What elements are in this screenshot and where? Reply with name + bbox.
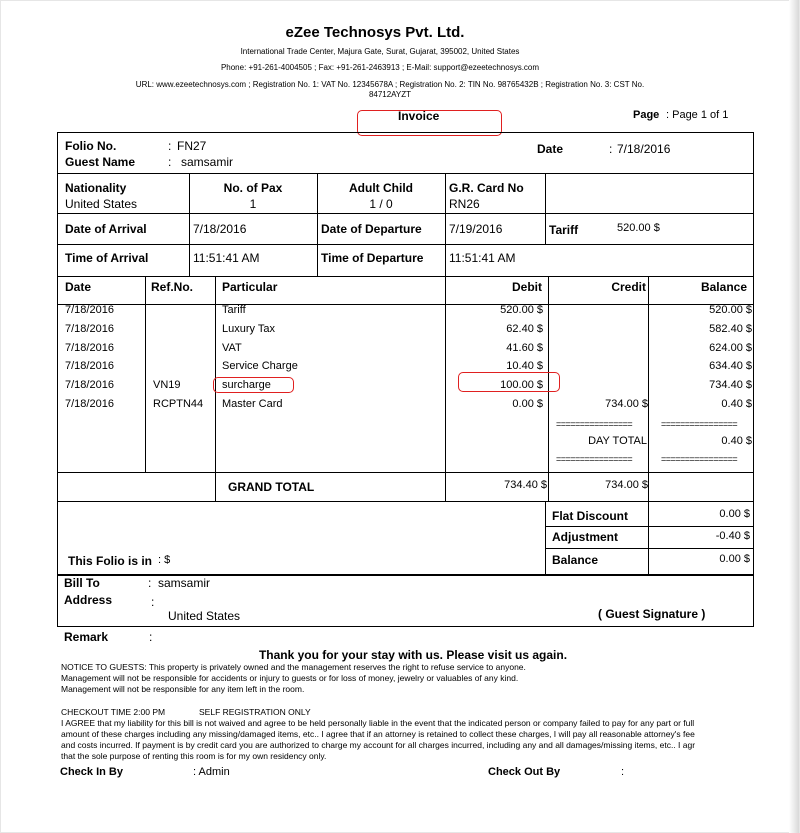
row-1-balance: 520.00 $ xyxy=(709,304,752,316)
row-3-balance: 624.00 $ xyxy=(709,342,752,354)
highlight-surcharge xyxy=(213,377,294,393)
gr-card-value: RN26 xyxy=(449,197,480,211)
col-header-balance: Balance xyxy=(700,280,747,294)
checkout-time: CHECKOUT TIME 2:00 PM xyxy=(61,707,166,717)
row-5-particular: surcharge xyxy=(222,379,271,391)
row-3-particular: VAT xyxy=(222,342,242,354)
row-4-balance: 634.40 $ xyxy=(709,360,752,372)
notice-line-1: NOTICE TO GUESTS: This property is privately owned and the management reserves the right to refuse service to anyone. xyxy=(61,662,526,672)
row-4-particular: Service Charge xyxy=(222,360,298,372)
check-in-label: Check In By xyxy=(60,766,123,778)
row-6-credit: 734.00 $ xyxy=(605,398,648,410)
row-4-date: 7/18/2016 xyxy=(65,360,114,372)
row-6-particular: Master Card xyxy=(222,398,283,410)
nationality-value: United States xyxy=(65,197,138,211)
col-header-particular: Particular xyxy=(222,280,278,294)
row-6-balance: 0.40 $ xyxy=(721,398,752,410)
address-colon: : xyxy=(151,595,155,609)
bill-to-label: Bill To xyxy=(64,576,100,590)
company-contact: Phone: +91-261-4004505 ; Fax: +91-261-2463913 ; E-Mail: support@ezeetechnosys.com xyxy=(220,63,540,72)
agreement-line-1: I AGREE that my liability for this bill is not waived and agree to be held personally liable in the event that the indicated person or company failed to pay for any part or full xyxy=(61,718,695,728)
grand-total-credit: 734.00 $ xyxy=(605,479,648,491)
separator-credit-1: ================ xyxy=(556,419,633,429)
balance-value: 0.00 $ xyxy=(719,553,750,565)
row-1-date: 7/18/2016 xyxy=(65,304,114,316)
col-header-credit: Credit xyxy=(611,280,646,294)
row-1-particular: Tariff xyxy=(222,304,246,316)
separator-balance-1: ================ xyxy=(661,419,738,429)
folio-currency-value: : $ xyxy=(158,554,171,566)
gr-card-label: G.R. Card No xyxy=(449,181,524,195)
folio-currency-label: This Folio is in xyxy=(68,554,152,568)
col-header-ref: Ref.No. xyxy=(151,280,193,294)
day-total-label: DAY TOTAL xyxy=(588,435,647,447)
arrival-time-label: Time of Arrival xyxy=(65,251,149,265)
nationality-label: Nationality xyxy=(65,181,127,195)
row-4-debit: 10.40 $ xyxy=(506,360,543,372)
row-2-date: 7/18/2016 xyxy=(65,323,114,335)
agreement-line-4: that the sole purpose of renting this room is for my own residency only. xyxy=(61,751,327,761)
flat-discount-value: 0.00 $ xyxy=(719,508,750,520)
row-2-debit: 62.40 $ xyxy=(506,323,543,335)
adult-child-label: Adult Child xyxy=(349,181,413,195)
arrival-time-value: 11:51:41 AM xyxy=(193,251,260,265)
adult-child-value: 1 / 0 xyxy=(369,197,393,211)
separator-balance-2: ================ xyxy=(661,454,738,464)
date-value: 7/18/2016 xyxy=(617,142,671,156)
departure-date-value: 7/19/2016 xyxy=(449,222,503,236)
invoice-title: Invoice xyxy=(398,109,440,123)
guest-signature: ( Guest Signature ) xyxy=(598,607,706,621)
row-2-balance: 582.40 $ xyxy=(709,323,752,335)
page-label: Page xyxy=(633,109,660,121)
pax-label: No. of Pax xyxy=(223,181,283,195)
row-2-particular: Luxury Tax xyxy=(222,323,275,335)
check-out-label: Check Out By xyxy=(488,766,561,778)
highlight-surcharge-debit xyxy=(458,372,560,392)
date-label: Date xyxy=(537,142,564,156)
row-5-ref: VN19 xyxy=(153,379,181,391)
company-name: eZee Technosys Pvt. Ltd. xyxy=(285,24,465,41)
arrival-date-value: 7/18/2016 xyxy=(193,222,247,236)
col-header-date: Date xyxy=(65,280,92,294)
address-label: Address xyxy=(64,593,113,607)
company-registration: URL: www.ezeetechnosys.com ; Registration No. 1: VAT No. 12345678A ; Registration No. 2: TIN No. 98765432B ; Registration No. 3: CST No. xyxy=(135,80,645,89)
date-colon: : xyxy=(609,142,613,156)
guest-name-label: Guest Name xyxy=(65,155,136,169)
arrival-date-label: Date of Arrival xyxy=(65,222,147,236)
tariff-label: Tariff xyxy=(549,223,579,237)
notice-line-2: Management will not be responsible for accidents or injury to guests or for loss of money, jewelry or valuables of any kind. xyxy=(61,673,519,683)
folio-label: Folio No. xyxy=(65,139,117,153)
adjustment-value: -0.40 $ xyxy=(715,530,750,542)
row-6-date: 7/18/2016 xyxy=(65,398,114,410)
row-3-date: 7/18/2016 xyxy=(65,342,114,354)
row-1-debit: 520.00 $ xyxy=(500,304,543,316)
departure-date-label: Date of Departure xyxy=(321,222,422,236)
company-registration-cont: 84712AYZT xyxy=(368,90,412,99)
guest-name-colon: : xyxy=(168,155,172,169)
grand-total-label: GRAND TOTAL xyxy=(228,480,315,494)
tariff-value: 520.00 $ xyxy=(617,222,660,234)
row-5-date: 7/18/2016 xyxy=(65,379,114,391)
pax-value: 1 xyxy=(249,197,257,211)
row-6-ref: RCPTN44 xyxy=(153,398,204,410)
page-number: : Page 1 of 1 xyxy=(666,109,729,121)
guest-name-value: samsamir xyxy=(181,155,234,169)
folio-colon: : xyxy=(168,139,172,153)
departure-time-value: 11:51:41 AM xyxy=(449,251,516,265)
thank-you-message: Thank you for your stay with us. Please visit us again. xyxy=(258,648,568,662)
remark-colon: : xyxy=(149,630,153,644)
bill-to-colon: : xyxy=(148,576,152,590)
col-header-debit: Debit xyxy=(512,280,542,294)
page-edge-shadow xyxy=(789,0,799,833)
check-in-value: : Admin xyxy=(193,766,230,778)
row-5-balance: 734.40 $ xyxy=(709,379,752,391)
row-5-debit: 100.00 $ xyxy=(500,379,543,391)
notice-line-3: Management will not be responsible for any item left in the room. xyxy=(61,684,305,694)
check-out-colon: : xyxy=(621,766,625,778)
day-total-value: 0.40 $ xyxy=(721,435,752,447)
address-value: United States xyxy=(168,609,241,623)
balance-label: Balance xyxy=(552,553,599,567)
self-registration: SELF REGISTRATION ONLY xyxy=(199,707,311,717)
row-3-debit: 41.60 $ xyxy=(506,342,543,354)
agreement-line-2: amount of these charges including any missing/damaged items, etc.. I agree that if an attorney is retained to collect these charges, I will pay all reasonable attorney's fee xyxy=(61,729,695,739)
company-address: International Trade Center, Majura Gate, Surat, Gujarat, 395002, United States xyxy=(240,47,520,56)
bill-to-value: samsamir xyxy=(158,576,211,590)
agreement-line-3: and costs incurred. If payment is by credit card you are authorized to charge my account for all charges incurred, including any and all damages/missing items, etc.. I agr xyxy=(61,740,696,750)
separator-credit-2: ================ xyxy=(556,454,633,464)
remark-label: Remark xyxy=(64,630,109,644)
departure-time-label: Time of Departure xyxy=(321,251,424,265)
row-6-debit: 0.00 $ xyxy=(512,398,543,410)
folio-value: FN27 xyxy=(177,139,207,153)
adjustment-label: Adjustment xyxy=(552,530,618,544)
grand-total-debit: 734.40 $ xyxy=(504,479,547,491)
flat-discount-label: Flat Discount xyxy=(552,509,629,523)
